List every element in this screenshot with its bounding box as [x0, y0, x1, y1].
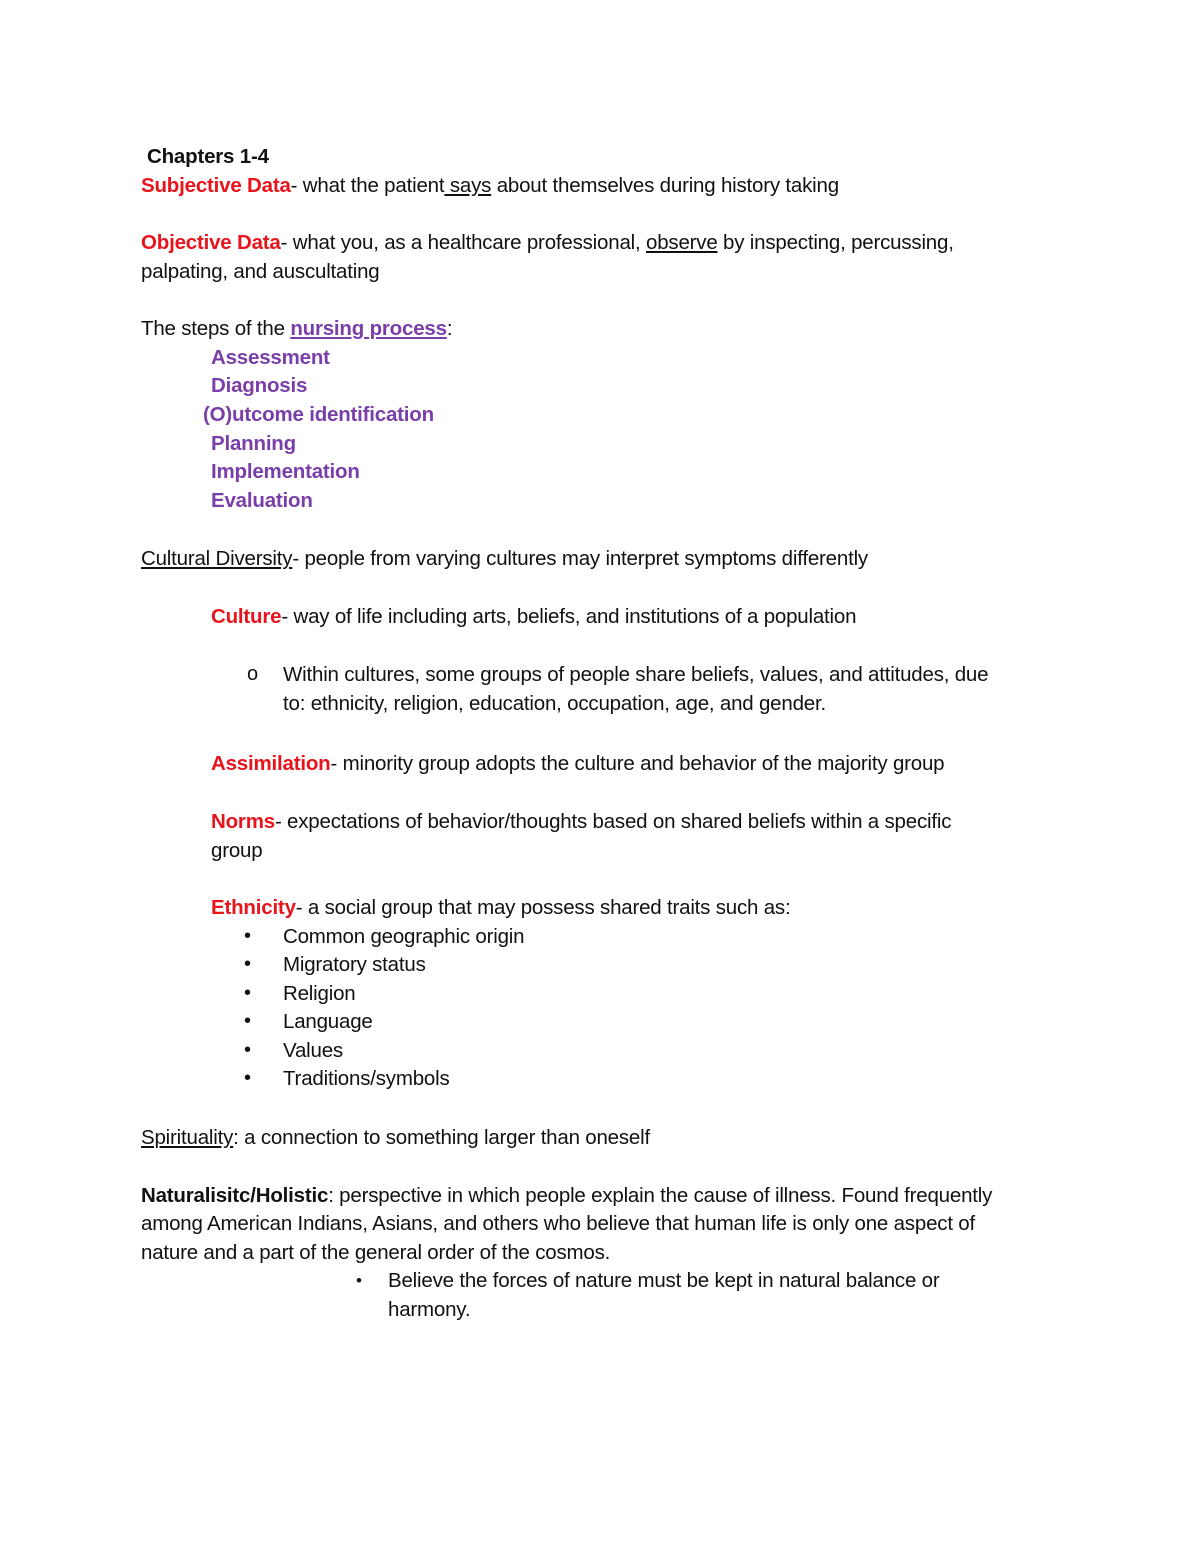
cultural-diversity-text: - people from varying cultures may interpret symptoms differently: [292, 547, 868, 570]
nursing-step: (O)utcome identification: [203, 403, 434, 426]
objective-data-post: by inspecting, percussing,: [717, 231, 954, 254]
norms-line: [211, 807, 951, 836]
cultural-diversity-line: [141, 544, 868, 573]
bullet-icon: •: [244, 1039, 251, 1061]
objective-data-pre: - what you, as a healthcare professional,: [280, 231, 646, 254]
ethnicity-trait: Migratory status: [283, 953, 426, 976]
ethnicity-term: Ethnicity: [211, 896, 296, 919]
page-title: Chapters 1-4: [147, 145, 269, 168]
nursing-step: Planning: [211, 432, 296, 455]
nursing-process-line: [141, 314, 452, 343]
bullet-icon: •: [244, 925, 251, 947]
naturalistic-bullet-line-1: Believe the forces of nature must be kept in natural balance or: [388, 1269, 940, 1292]
objective-data-line-2: palpating, and auscultating: [141, 260, 380, 283]
bullet-icon: •: [244, 1067, 251, 1089]
culture-term: Culture: [211, 605, 282, 628]
nursing-process-pre: The steps of the: [141, 317, 291, 340]
ethnicity-line: [211, 893, 790, 922]
bullet-icon: •: [356, 1271, 362, 1290]
objective-data-term: Objective Data: [141, 231, 281, 254]
subjective-data-pre: - what the patient: [290, 174, 445, 197]
subjective-data-key: says: [444, 174, 492, 197]
norms-term: Norms: [211, 810, 275, 833]
nursing-process-post: :: [446, 317, 453, 340]
assimilation-term: Assimilation: [211, 752, 331, 775]
objective-data-key: observe: [646, 231, 718, 254]
bullet-icon: •: [244, 982, 251, 1004]
spirituality-text: : a connection to something larger than oneself: [233, 1126, 650, 1149]
ethnicity-trait: Religion: [283, 982, 356, 1005]
nursing-step: Diagnosis: [211, 374, 308, 397]
naturalistic-line-2: among American Indians, Asians, and others who believe that human life is only one aspect of: [141, 1212, 976, 1235]
naturalistic-term: Naturalisitc/Holistic: [141, 1184, 329, 1207]
assimilation-line: [211, 749, 944, 778]
naturalistic-line-3: nature and a part of the general order of the cosmos.: [141, 1241, 611, 1264]
subjective-data-term: Subjective Data: [141, 174, 291, 197]
nursing-step: Evaluation: [211, 489, 313, 512]
bullet-icon: •: [244, 1010, 251, 1032]
subjective-data-post: about themselves during history taking: [491, 174, 839, 197]
circle-bullet-icon: o: [247, 663, 258, 685]
culture-bullet-line-1: Within cultures, some groups of people share beliefs, values, and attitudes, due: [283, 663, 989, 686]
culture-text: - way of life including arts, beliefs, and institutions of a population: [281, 605, 857, 628]
objective-data-line: [141, 228, 954, 257]
nursing-process-link: nursing process: [290, 317, 447, 340]
culture-bullet-line-2: to: ethnicity, religion, education, occupation, age, and gender.: [283, 692, 826, 715]
naturalistic-text: : perspective in which people explain the cause of illness. Found frequently: [328, 1184, 993, 1207]
naturalistic-bullet-line-2: harmony.: [388, 1298, 471, 1321]
subjective-data-line: [141, 171, 839, 200]
assimilation-text: - minority group adopts the culture and behavior of the majority group: [330, 752, 945, 775]
spirituality-term: Spirituality: [141, 1126, 234, 1149]
ethnicity-text: - a social group that may possess shared traits such as:: [295, 896, 791, 919]
naturalistic-line: [141, 1181, 992, 1210]
ethnicity-trait: Traditions/symbols: [283, 1067, 450, 1090]
norms-text: - expectations of behavior/thoughts based on shared beliefs within a specific: [274, 810, 952, 833]
ethnicity-trait: Values: [283, 1039, 343, 1062]
ethnicity-trait: Language: [283, 1010, 373, 1033]
nursing-step: Assessment: [211, 346, 330, 369]
bullet-icon: •: [244, 953, 251, 975]
nursing-step: Implementation: [211, 460, 360, 483]
norms-line-2: group: [211, 839, 263, 862]
spirituality-line: [141, 1123, 650, 1152]
cultural-diversity-term: Cultural Diversity: [141, 547, 293, 570]
ethnicity-trait: Common geographic origin: [283, 925, 525, 948]
culture-line: [211, 602, 856, 631]
